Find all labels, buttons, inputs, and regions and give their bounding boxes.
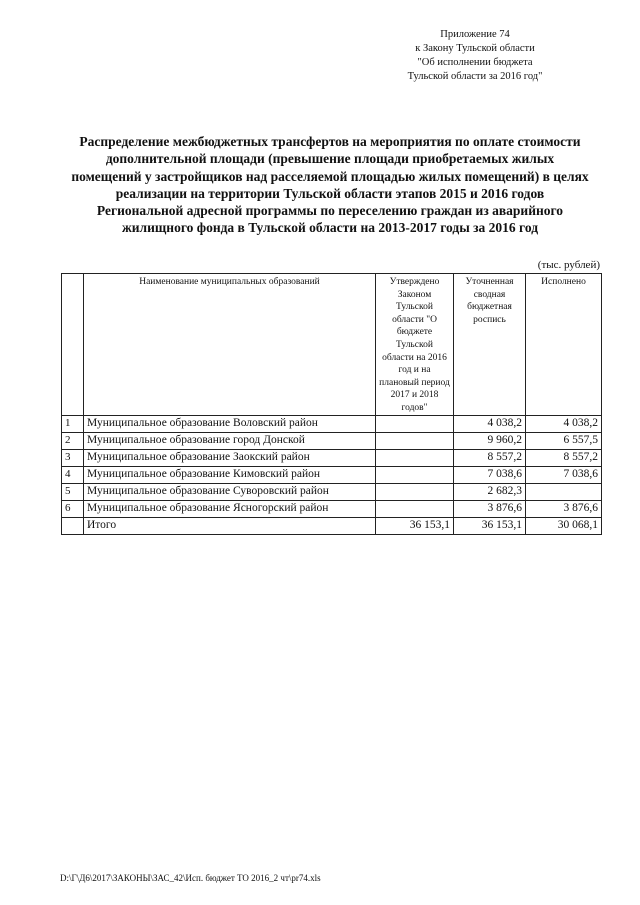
header-approved: Утверждено Законом Тульской области "О бюджете Тульской области на 2016 год и на плановый период 2017 и 2018 годов" <box>376 274 454 416</box>
header-name: Наименование муниципальных образований <box>84 274 376 416</box>
total-executed: 30 068,1 <box>526 517 602 534</box>
title-line: помещений у застройщиков над расселяемой площадью жилых помещений) в целях <box>71 168 589 184</box>
transfers-table <box>61 273 602 535</box>
row-index: 6 <box>62 500 84 517</box>
total-label: Итого <box>84 517 376 534</box>
row-executed: 8 557,2 <box>526 449 602 466</box>
table-header-row <box>62 274 602 416</box>
header-index <box>62 274 84 416</box>
row-revised: 3 876,6 <box>454 500 526 517</box>
table-row <box>62 483 602 500</box>
table-row <box>62 415 602 432</box>
row-executed <box>526 483 602 500</box>
table-row <box>62 449 602 466</box>
appendix-line: "Об исполнении бюджета <box>417 57 533 68</box>
title-line: Распределение межбюджетных трансфертов на мероприятия по оплате стоимости <box>79 134 581 149</box>
file-path-footer: D:\Г\Д6\2017\ЗАКОНЫ\ЗАС_42\Исп. бюджет ТО 2016_2 чт\pr74.xls <box>60 873 321 883</box>
row-executed: 3 876,6 <box>526 500 602 517</box>
row-name: Муниципальное образование Заокский район <box>84 449 376 466</box>
row-revised: 4 038,2 <box>454 415 526 432</box>
row-revised: 8 557,2 <box>454 449 526 466</box>
header-executed: Исполнено <box>526 274 602 416</box>
row-name: Муниципальное образование Суворовский район <box>84 483 376 500</box>
row-approved <box>376 432 454 449</box>
row-index: 2 <box>62 432 84 449</box>
row-approved <box>376 500 454 517</box>
appendix-line: к Закону Тульской области <box>415 43 535 54</box>
table-row <box>62 466 602 483</box>
row-index: 4 <box>62 466 84 483</box>
title-line: реализации на территории Тульской области этапов 2015 и 2016 годов <box>115 185 545 201</box>
row-name: Муниципальное образование Кимовский район <box>84 466 376 483</box>
row-name: Муниципальное образование город Донской <box>84 432 376 449</box>
table-total-row <box>62 517 602 534</box>
row-index: 3 <box>62 449 84 466</box>
table-row <box>62 500 602 517</box>
row-name: Муниципальное образование Ясногорский район <box>84 500 376 517</box>
table-row <box>62 432 602 449</box>
row-revised: 2 682,3 <box>454 483 526 500</box>
row-approved <box>376 466 454 483</box>
appendix-line: Приложение 74 <box>440 29 510 40</box>
row-approved <box>376 483 454 500</box>
appendix-line: Тульской области за 2016 год" <box>407 71 543 82</box>
row-executed: 6 557,5 <box>526 432 602 449</box>
total-revised: 36 153,1 <box>454 517 526 534</box>
header-revised: Уточненная сводная бюджетная роспись <box>454 274 526 416</box>
row-approved <box>376 449 454 466</box>
document-title <box>50 133 610 237</box>
total-index <box>62 517 84 534</box>
total-approved: 36 153,1 <box>376 517 454 534</box>
row-revised: 9 960,2 <box>454 432 526 449</box>
row-executed: 7 038,6 <box>526 466 602 483</box>
row-revised: 7 038,6 <box>454 466 526 483</box>
title-line: дополнительной площади (превышение площади приобретаемых жилых <box>105 151 555 167</box>
units-label: (тыс. рублей) <box>537 259 600 271</box>
title-line: Региональной адресной программы по переселению граждан из аварийного <box>96 203 564 219</box>
row-executed: 4 038,2 <box>526 415 602 432</box>
row-approved <box>376 415 454 432</box>
row-name: Муниципальное образование Воловский район <box>84 415 376 432</box>
appendix-reference <box>360 28 590 84</box>
row-index: 5 <box>62 483 84 500</box>
title-line: жилищного фонда в Тульской области на 2013-2017 годы за 2016 год <box>121 220 539 236</box>
row-index: 1 <box>62 415 84 432</box>
